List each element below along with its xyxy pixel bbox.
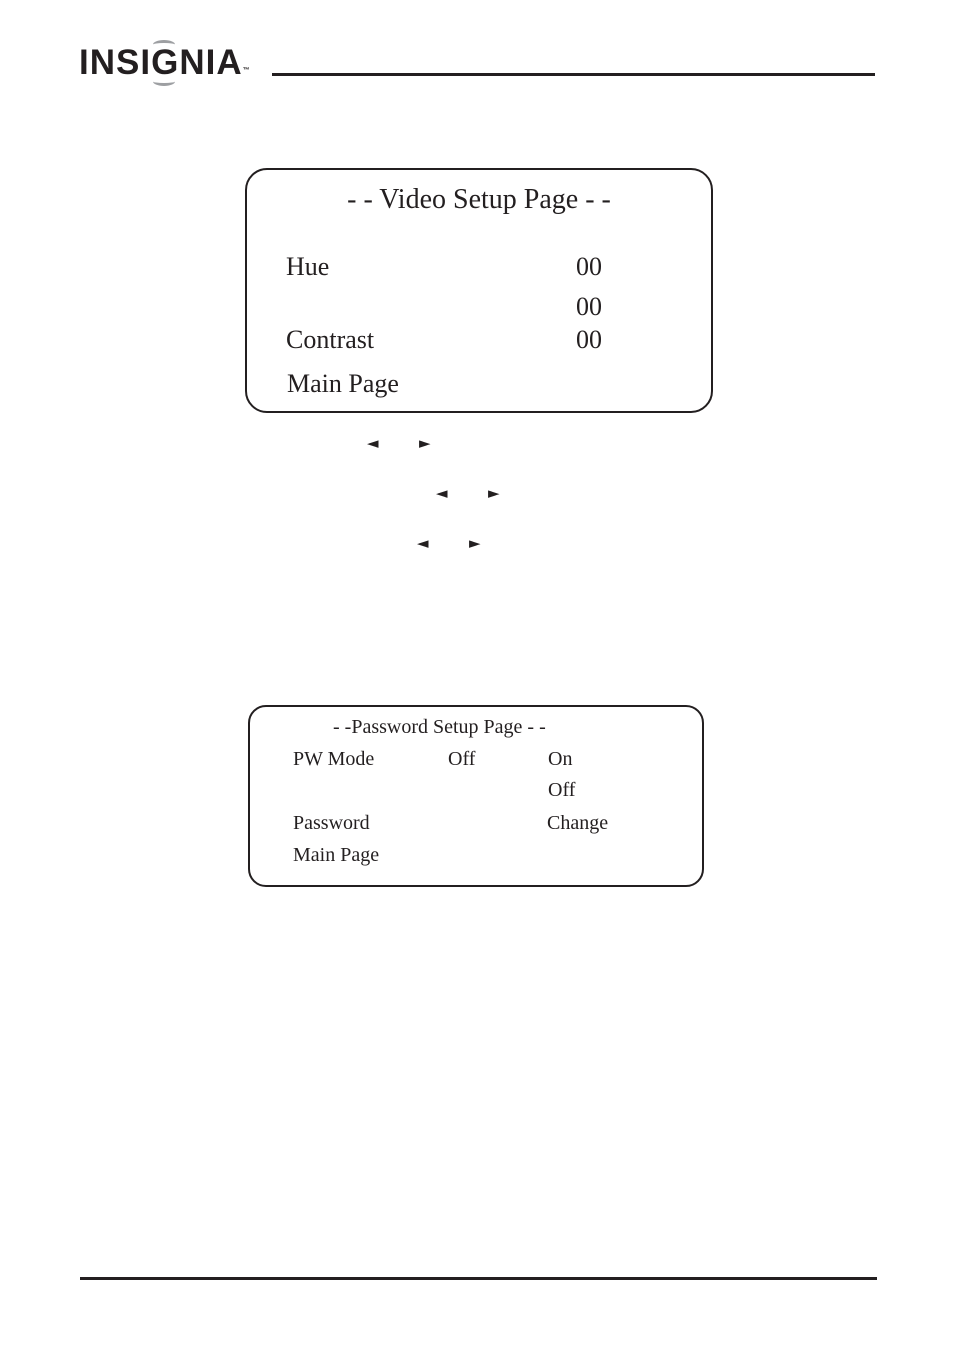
video-setup-screen [245,168,713,413]
setting-value: 00 [576,292,602,321]
left-arrow-icon: ◄ [436,484,448,502]
right-arrow-icon: ► [488,484,500,502]
logo-text-suffix: NIA [179,43,243,82]
password-setup-title: - -Password Setup Page - - [333,716,546,738]
pw-mode-current-value: Off [448,748,476,770]
contrast-value: 00 [576,325,602,354]
insignia-logo [79,38,250,88]
logo-arc-bottom [153,77,175,86]
logo-text-prefix: INSI [79,43,152,82]
footer-rule [80,1277,877,1280]
contrast-label[interactable]: Contrast [286,325,375,354]
trademark-symbol: ™ [242,67,250,74]
main-page-option[interactable]: Main Page [293,844,380,866]
header-rule [272,73,875,76]
password-setup-screen [248,705,704,887]
left-arrow-icon: ◄ [417,534,429,552]
hue-value: 00 [576,252,602,281]
pw-mode-option-off[interactable]: Off [548,779,576,801]
password-change-option[interactable]: Change [547,812,609,834]
main-page-option[interactable]: Main Page [287,369,399,398]
logo-arc-top [153,40,175,49]
left-arrow-icon: ◄ [367,434,379,452]
video-setup-title: - - Video Setup Page - - [347,184,611,215]
pw-mode-option-on[interactable]: On [548,748,573,770]
pw-mode-label[interactable]: PW Mode [293,748,375,770]
right-arrow-icon: ► [469,534,481,552]
logo-g: G [151,38,179,88]
password-label[interactable]: Password [293,812,370,834]
right-arrow-icon: ► [419,434,431,452]
hue-label[interactable]: Hue [286,252,330,281]
